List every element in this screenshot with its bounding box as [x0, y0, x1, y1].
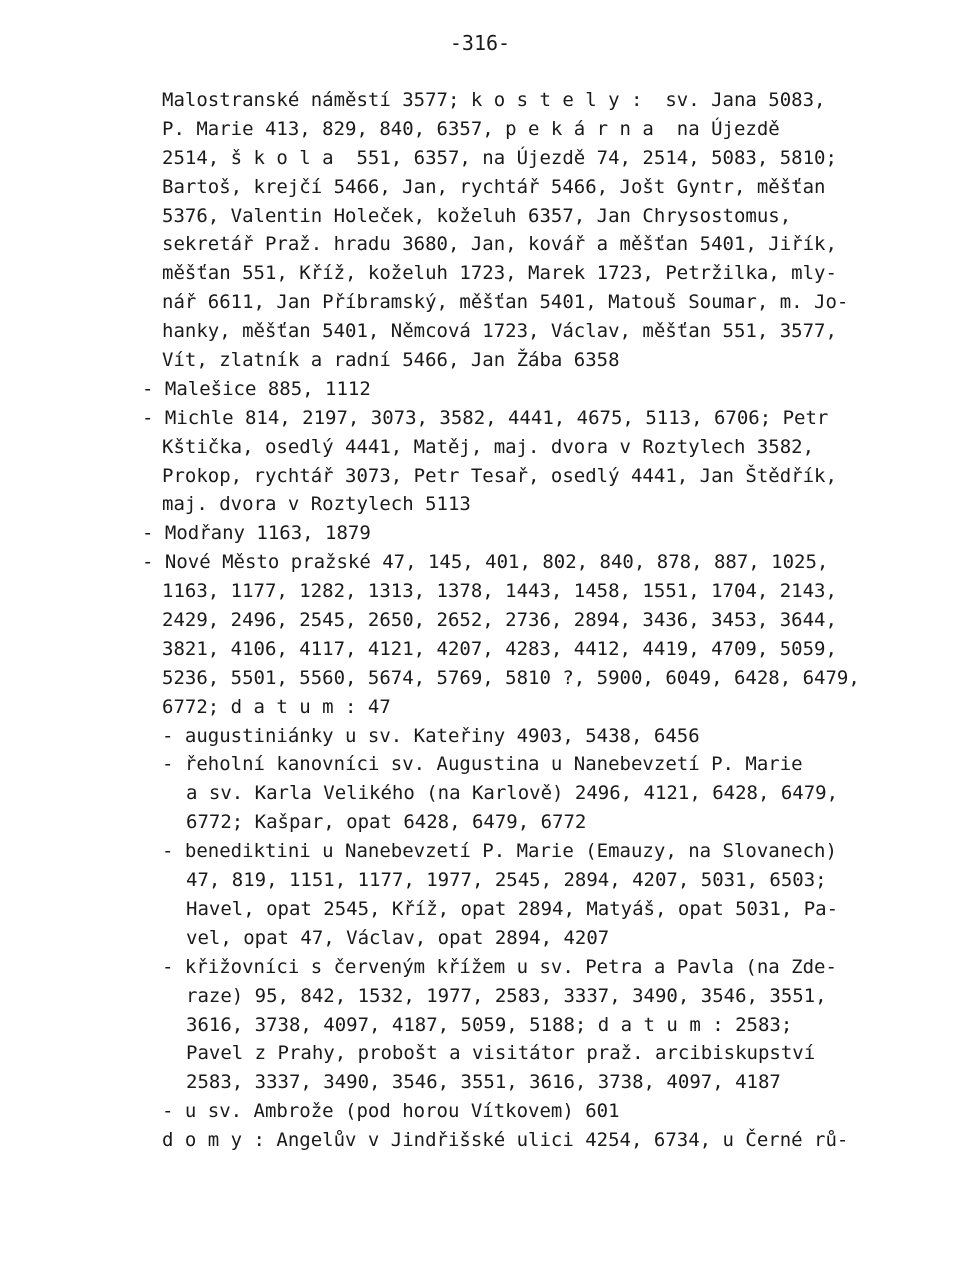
- text-line: - křižovníci s červeným křížem u sv. Petra a Pavla (na Zde-: [162, 955, 837, 978]
- text-line: hanky, měšťan 5401, Němcová 1723, Václav, měšťan 551, 3577,: [162, 320, 837, 343]
- text-line: 5236, 5501, 5560, 5674, 5769, 5810 ?, 5900, 6049, 6428, 6479,: [162, 666, 860, 689]
- text-line: Bartoš, krejčí 5466, Jan, rychtář 5466, Jošt Gyntr, měšťan: [162, 175, 826, 198]
- text-line: Vít, zlatník a radní 5466, Jan Žába 6358: [162, 349, 620, 372]
- text-line: 3616, 3738, 4097, 4187, 5059, 5188; d a t u m : 2583;: [186, 1013, 793, 1036]
- text-line: a sv. Karla Velikého (na Karlově) 2496, 4121, 6428, 6479,: [186, 782, 839, 805]
- text-line: 6772; Kašpar, opat 6428, 6479, 6772: [186, 811, 587, 834]
- text-line: sekretář Praž. hradu 3680, Jan, kovář a měšťan 5401, Jiřík,: [162, 233, 837, 256]
- text-line: - u sv. Ambrože (pod horou Vítkovem) 601: [162, 1100, 620, 1123]
- text-line: - augustiniánky u sv. Kateřiny 4903, 5438, 6456: [162, 724, 700, 747]
- text-line: 3821, 4106, 4117, 4121, 4207, 4283, 4412, 4419, 4709, 5059,: [162, 637, 837, 660]
- text-line: - řeholní kanovníci sv. Augustina u Nanebevzetí P. Marie: [162, 753, 803, 776]
- text-line: - Malešice 885, 1112: [142, 377, 371, 400]
- text-line: 47, 819, 1151, 1177, 1977, 2545, 2894, 4207, 5031, 6503;: [186, 869, 827, 892]
- text-line: vel, opat 47, Václav, opat 2894, 4207: [186, 926, 610, 949]
- text-line: 2429, 2496, 2545, 2650, 2652, 2736, 2894, 3436, 3453, 3644,: [162, 609, 837, 632]
- text-line: P. Marie 413, 829, 840, 6357, p e k á r n a na Újezdě: [162, 117, 780, 140]
- text-line: - Modřany 1163, 1879: [142, 522, 371, 545]
- text-line: - benediktini u Nanebevzetí P. Marie (Emauzy, na Slovanech): [162, 840, 837, 863]
- index-entries: [142, 86, 922, 1155]
- text-line: raze) 95, 842, 1532, 1977, 2583, 3337, 3490, 3546, 3551,: [186, 984, 827, 1007]
- text-line: měšťan 551, Kříž, koželuh 1723, Marek 1723, Petržilka, mly-: [162, 262, 837, 285]
- text-line: - Michle 814, 2197, 3073, 3582, 4441, 4675, 5113, 6706; Petr: [142, 406, 829, 429]
- text-line: Malostranské náměstí 3577; k o s t e l y : sv. Jana 5083,: [162, 89, 826, 111]
- text-line: 6772; d a t u m : 47: [162, 695, 391, 718]
- text-line: maj. dvora v Roztylech 5113: [162, 493, 471, 516]
- page-number: -316-: [449, 31, 511, 55]
- text-line: d o m y : Angelův v Jindřišské ulici 4254, 6734, u Černé rů-: [162, 1129, 849, 1152]
- text-line: nář 6611, Jan Příbramský, měšťan 5401, Matouš Soumar, m. Jo-: [162, 291, 849, 314]
- text-line: 2583, 3337, 3490, 3546, 3551, 3616, 3738, 4097, 4187: [186, 1071, 781, 1094]
- text-line: - Nové Město pražské 47, 145, 401, 802, 840, 878, 887, 1025,: [142, 551, 829, 574]
- text-line: Kštička, osedlý 4441, Matěj, maj. dvora v Roztylech 3582,: [162, 435, 815, 458]
- text-line: 5376, Valentin Holeček, koželuh 6357, Jan Chrysostomus,: [162, 204, 792, 227]
- text-line: Pavel z Prahy, probošt a visitátor praž. arcibiskupství: [186, 1042, 816, 1065]
- text-line: 1163, 1177, 1282, 1313, 1378, 1443, 1458, 1551, 1704, 2143,: [162, 580, 837, 603]
- text-line: Prokop, rychtář 3073, Petr Tesař, osedlý 4441, Jan Štědřík,: [162, 464, 837, 487]
- text-line: Havel, opat 2545, Kříž, opat 2894, Matyáš, opat 5031, Pa-: [186, 897, 839, 920]
- text-line: 2514, š k o l a 551, 6357, na Újezdě 74, 2514, 5083, 5810;: [162, 146, 837, 169]
